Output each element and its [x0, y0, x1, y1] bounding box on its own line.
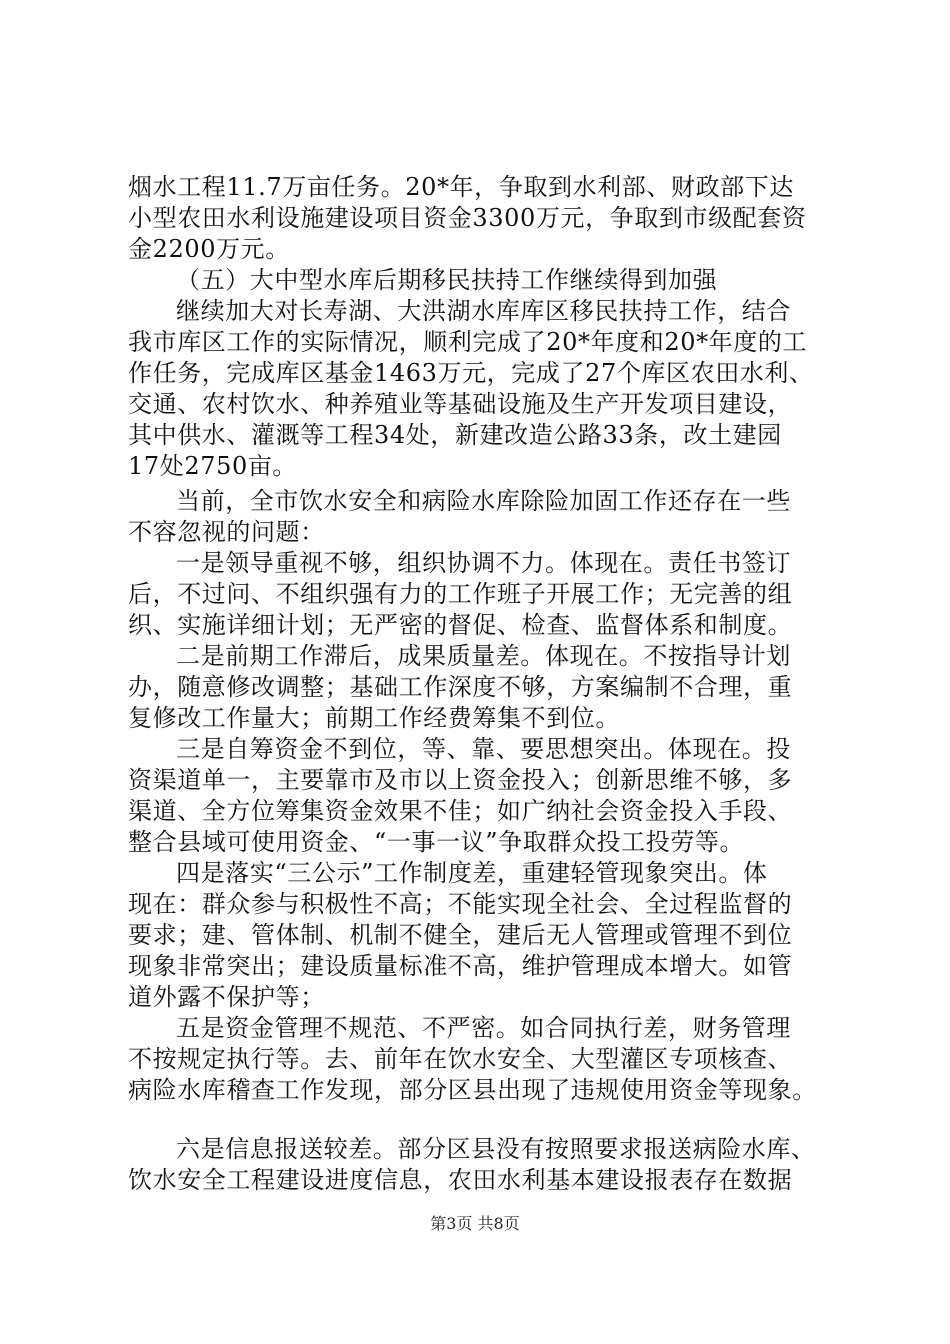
text-line: 要求；建、管体制、机制不健全，建后无人管理或管理不到位	[128, 921, 793, 949]
text-line: 烟水工程11.7万亩任务。20*年，争取到水利部、财政部下达	[128, 173, 794, 201]
section-heading: （五）大中型水库后期移民扶持工作继续得到加强	[176, 266, 718, 294]
text-line: 继续加大对长寿湖、大洪湖水库库区移民扶持工作，结合	[176, 297, 791, 325]
text-line: 其中供水、灌溉等工程34处，新建改造公路33条，改土建园	[128, 421, 782, 449]
text-line: 资渠道单一，主要靠市及市以上资金投入；创新思维不够，多	[128, 766, 793, 794]
text-line: 交通、农村饮水、种养殖业等基础设施及生产开发项目建设，	[128, 390, 793, 418]
text-line: 四是落实“三公示”工作制度差，重建轻管现象突出。体	[176, 859, 768, 887]
text-line: 后，不过问、不组织强有力的工作班子开展工作；无完善的组	[128, 580, 793, 608]
text-line: 小型农田水利设施建设项目资金3300万元，争取到市级配套资	[128, 204, 807, 232]
text-line: 复修改工作量大；前期工作经费筹集不到位。	[128, 704, 620, 732]
text-line: 病险水库稽查工作发现，部分区县出现了违规使用资金等现象。	[128, 1076, 817, 1104]
text-line: 我市库区工作的实际情况，顺利完成了20*年度和20*年度的工	[128, 328, 808, 356]
text-line: 当前，全市饮水安全和病险水库除险加固工作还存在一些	[176, 487, 791, 515]
text-line: 六是信息报送较差。部分区县没有按照要求报送病险水库、	[176, 1135, 816, 1163]
text-line: 现象非常突出；建设质量标准不高，维护管理成本增大。如管	[128, 952, 793, 980]
text-line: 办，随意修改调整；基础工作深度不够，方案编制不合理，重	[128, 673, 793, 701]
text-line: 五是资金管理不规范、不严密。如合同执行差，财务管理	[176, 1014, 791, 1042]
text-line: 二是前期工作滞后，成果质量差。体现在。不按指导计划	[176, 642, 791, 670]
text-line: 不按规定执行等。去、前年在饮水安全、大型灌区专项核查、	[128, 1045, 793, 1073]
text-line: 作任务，完成库区基金1463万元，完成了27个库区农田水利、	[128, 359, 814, 387]
text-line: 整合县域可使用资金、“一事一议”争取群众投工投劳等。	[128, 828, 745, 856]
text-line: 17处2750亩。	[128, 452, 298, 480]
text-line: 现在：群众参与积极性不高；不能实现全社会、全过程监督的	[128, 890, 793, 918]
text-line: 金2200万元。	[128, 235, 290, 263]
text-line: 织、实施详细计划；无严密的督促、检查、监督体系和制度。	[128, 611, 793, 639]
text-line: 渠道、全方位筹集资金效果不佳；如广纳社会资金投入手段、	[128, 797, 793, 825]
text-line: 一是领导重视不够，组织协调不力。体现在。责任书签订	[176, 549, 791, 577]
text-line: 道外露不保护等；	[128, 983, 325, 1011]
text-line: 饮水安全工程建设进度信息，农田水利基本建设报表存在数据	[128, 1166, 793, 1194]
text-line: 不容忽视的问题：	[128, 518, 325, 546]
page-number-footer: 第3页 共8页	[430, 1214, 520, 1233]
text-line: 三是自筹资金不到位，等、靠、要思想突出。体现在。投	[176, 735, 791, 763]
